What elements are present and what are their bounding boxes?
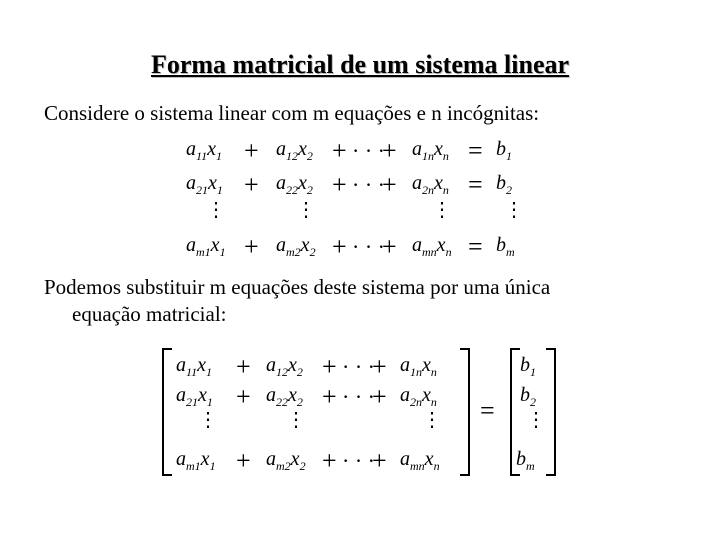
- outro-line-2: equação matricial:: [72, 302, 227, 326]
- plus-sign: +: [236, 382, 251, 411]
- vertical-dots: ⋮: [526, 409, 546, 431]
- mterm-am1x1: $a_{m1}x_1$: [176, 448, 216, 473]
- outro-text: [44, 274, 684, 328]
- plus-sign: +: [382, 136, 397, 165]
- vec-bm: $b_m$: [516, 448, 535, 473]
- outro-line-1: Podemos substituir m equações deste sistema por uma única: [44, 275, 551, 299]
- right-bracket: [546, 348, 556, 476]
- equals-sign: =: [468, 136, 483, 165]
- plus-sign: +: [244, 232, 259, 261]
- mterm-a12x2: $a_{12}x_2$: [266, 354, 303, 379]
- plus-sign: +: [332, 232, 347, 261]
- matrix-equation: [160, 348, 560, 478]
- term-b1: $b_1$: [496, 138, 512, 163]
- plus-sign: +: [382, 232, 397, 261]
- vertical-dots: ⋮: [504, 199, 524, 221]
- plus-sign: +: [372, 382, 387, 411]
- dots: · · ·: [352, 172, 385, 197]
- term-a22x2: $a_{22}x_2$: [276, 172, 313, 197]
- equals-sign: =: [480, 396, 495, 425]
- term-a12x2: $a_{12}x_2$: [276, 138, 313, 163]
- mterm-a1nxn: $a_{1n}x_n$: [400, 354, 437, 379]
- term-amnxn: $a_{mn}x_n$: [412, 234, 452, 259]
- plus-sign: +: [322, 446, 337, 475]
- plus-sign: +: [244, 136, 259, 165]
- term-a21x1: $a_{21}x_1$: [186, 172, 223, 197]
- term-b2: $b_2$: [496, 172, 512, 197]
- term-am2x2: $a_{m2}x_2$: [276, 234, 316, 259]
- slide-title: Forma matricial de um sistema linear: [150, 50, 570, 79]
- plus-sign: +: [236, 446, 251, 475]
- mterm-amnxn: $a_{mn}x_n$: [400, 448, 440, 473]
- plus-sign: +: [322, 382, 337, 411]
- dots: · · ·: [342, 354, 375, 379]
- mterm-a22x2: $a_{22}x_2$: [266, 384, 303, 409]
- plus-sign: +: [332, 170, 347, 199]
- plus-sign: +: [332, 136, 347, 165]
- term-a1nxn: $a_{1n}x_n$: [412, 138, 449, 163]
- intro-text: Considere o sistema linear com m equações e n incógnitas:: [44, 101, 540, 125]
- term-a11x1: $a_{11}x_1$: [186, 138, 222, 163]
- mterm-a2nxn: $a_{2n}x_n$: [400, 384, 437, 409]
- vec-b1: $b_1$: [520, 354, 536, 379]
- mterm-a11x1: $a_{11}x_1$: [176, 354, 212, 379]
- linear-system: [172, 134, 532, 264]
- plus-sign: +: [322, 352, 337, 381]
- vertical-dots: ⋮: [198, 409, 218, 431]
- dots: · · ·: [352, 138, 385, 163]
- equals-sign: =: [468, 170, 483, 199]
- vertical-dots: ⋮: [206, 199, 226, 221]
- vertical-dots: ⋮: [422, 409, 442, 431]
- plus-sign: +: [236, 352, 251, 381]
- plus-sign: +: [372, 446, 387, 475]
- vertical-dots: ⋮: [432, 199, 452, 221]
- plus-sign: +: [372, 352, 387, 381]
- equals-sign: =: [468, 232, 483, 261]
- term-am1x1: $a_{m1}x_1$: [186, 234, 226, 259]
- plus-sign: +: [382, 170, 397, 199]
- dots: · · ·: [352, 234, 385, 259]
- term-a2nxn: $a_{2n}x_n$: [412, 172, 449, 197]
- vertical-dots: ⋮: [286, 409, 306, 431]
- vertical-dots: ⋮: [296, 199, 316, 221]
- mterm-a21x1: $a_{21}x_1$: [176, 384, 213, 409]
- dots: · · ·: [342, 448, 375, 473]
- mterm-am2x2: $a_{m2}x_2$: [266, 448, 306, 473]
- plus-sign: +: [244, 170, 259, 199]
- dots: · · ·: [342, 384, 375, 409]
- left-bracket: [162, 348, 172, 476]
- term-bm: $b_m$: [496, 234, 515, 259]
- right-bracket: [460, 348, 470, 476]
- vec-b2: $b_2$: [520, 384, 536, 409]
